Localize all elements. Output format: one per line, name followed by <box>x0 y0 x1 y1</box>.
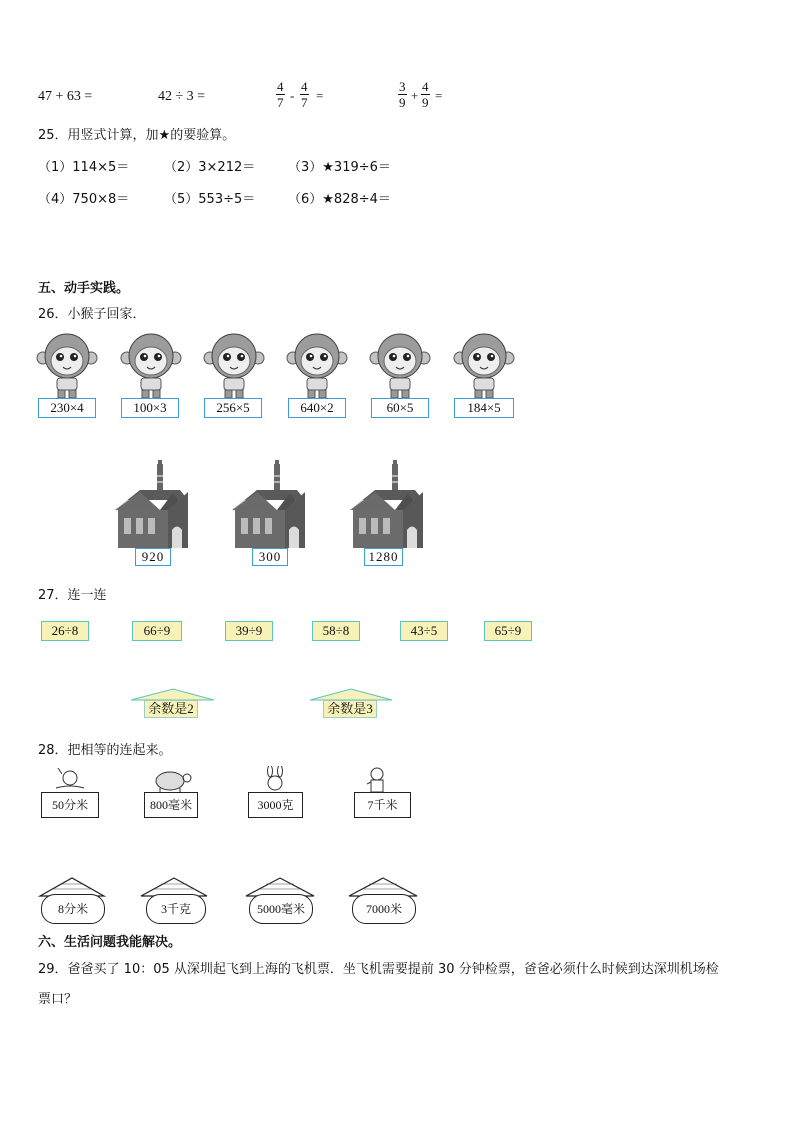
house-number-3: 1280 <box>364 548 403 566</box>
monkey-row <box>0 330 794 400</box>
division-card-1: 26÷8 <box>41 621 89 641</box>
q29-line-2: 票口？ <box>38 992 78 1007</box>
remainder-roofs <box>0 688 794 702</box>
q25-title: 25．用竖式计算，加★的要验算。 <box>38 128 236 143</box>
monkey-5 <box>370 334 430 398</box>
animal-length-4: 7千米 <box>354 792 411 818</box>
house-number-1: 920 <box>135 548 171 566</box>
fraction-4-7-b: $\frac{4}{7}$ <box>301 79 308 110</box>
jar-label-3: 5000毫米 <box>249 894 313 924</box>
fraction-4-9: $\frac{4}{9}$ <box>422 79 429 110</box>
q25-item-2: （2）3×212＝ <box>164 160 256 175</box>
monkey-expr-6: 184×5 <box>454 398 514 418</box>
equals-sign: = <box>316 88 324 103</box>
fraction-3-9: $\frac{3}{9}$ <box>399 79 406 110</box>
fraction-4-7-a: $\frac{4}{7}$ <box>277 79 284 110</box>
section-6-title: 六、生活问题我能解决。 <box>38 935 182 950</box>
monkey-3 <box>204 334 264 398</box>
monkey-4 <box>287 334 347 398</box>
equals-sign-2: = <box>435 88 443 103</box>
animal-length-1: 50分米 <box>41 792 99 818</box>
q25-item-6: （6）★828÷4＝ <box>288 192 391 207</box>
animal-length-2: 800毫米 <box>144 792 198 818</box>
monkey-expr-1: 230×4 <box>38 398 96 418</box>
jar-label-2: 3千克 <box>146 894 206 924</box>
division-card-2: 66÷9 <box>132 621 182 641</box>
q26-title: 26．小猴子回家． <box>38 307 146 322</box>
person-icon <box>367 768 383 792</box>
snail-icon <box>56 768 84 788</box>
q27-title: 27．连一连 <box>38 588 107 603</box>
expr-divide: 42 ÷ 3 = <box>158 89 206 104</box>
monkey-expr-3: 256×5 <box>204 398 262 418</box>
roof-1 <box>131 689 214 700</box>
remainder-card-2: 余数是2 <box>144 700 198 718</box>
expr-add: 47 + 63 = <box>38 89 93 104</box>
monkey-expr-4: 640×2 <box>288 398 346 418</box>
turtle-icon <box>156 772 191 792</box>
q25-item-3: （3）★319÷6＝ <box>288 160 391 175</box>
monkey-expr-5: 60×5 <box>371 398 429 418</box>
monkey-1 <box>37 334 97 398</box>
division-card-3: 39÷9 <box>225 621 273 641</box>
q25-item-4: （4）750×8＝ <box>38 192 130 207</box>
q25-item-5: （5）553÷5＝ <box>164 192 256 207</box>
division-card-5: 43÷5 <box>400 621 448 641</box>
rabbit-icon <box>268 766 283 790</box>
house-2 <box>232 460 305 548</box>
minus-sign: - <box>290 88 295 103</box>
animal-mass-3: 3000克 <box>248 792 303 818</box>
house-1 <box>115 460 188 548</box>
plus-sign: + <box>411 88 419 103</box>
q28-title: 28．把相等的连起来。 <box>38 743 172 758</box>
monkey-expr-2: 100×3 <box>121 398 179 418</box>
remainder-card-3: 余数是3 <box>323 700 377 718</box>
monkey-6 <box>454 334 514 398</box>
animal-row <box>0 766 794 792</box>
division-card-6: 65÷9 <box>484 621 532 641</box>
monkey-2 <box>121 334 181 398</box>
jar-label-4: 7000米 <box>352 894 416 924</box>
roof-2 <box>310 689 392 700</box>
house-3 <box>350 460 423 548</box>
q29-line-1: 29．爸爸买了 10：05 从深圳起飞到上海的飞机票．坐飞机需要提前 30 分钟检票，爸爸必须什么时候到达深圳机场检 <box>38 962 719 977</box>
q25-item-1: （1）114×5＝ <box>38 160 130 175</box>
division-card-4: 58÷8 <box>312 621 360 641</box>
house-row <box>0 458 794 550</box>
jar-label-1: 8分米 <box>41 894 105 924</box>
section-5-title: 五、动手实践。 <box>38 281 130 296</box>
house-number-2: 300 <box>252 548 288 566</box>
